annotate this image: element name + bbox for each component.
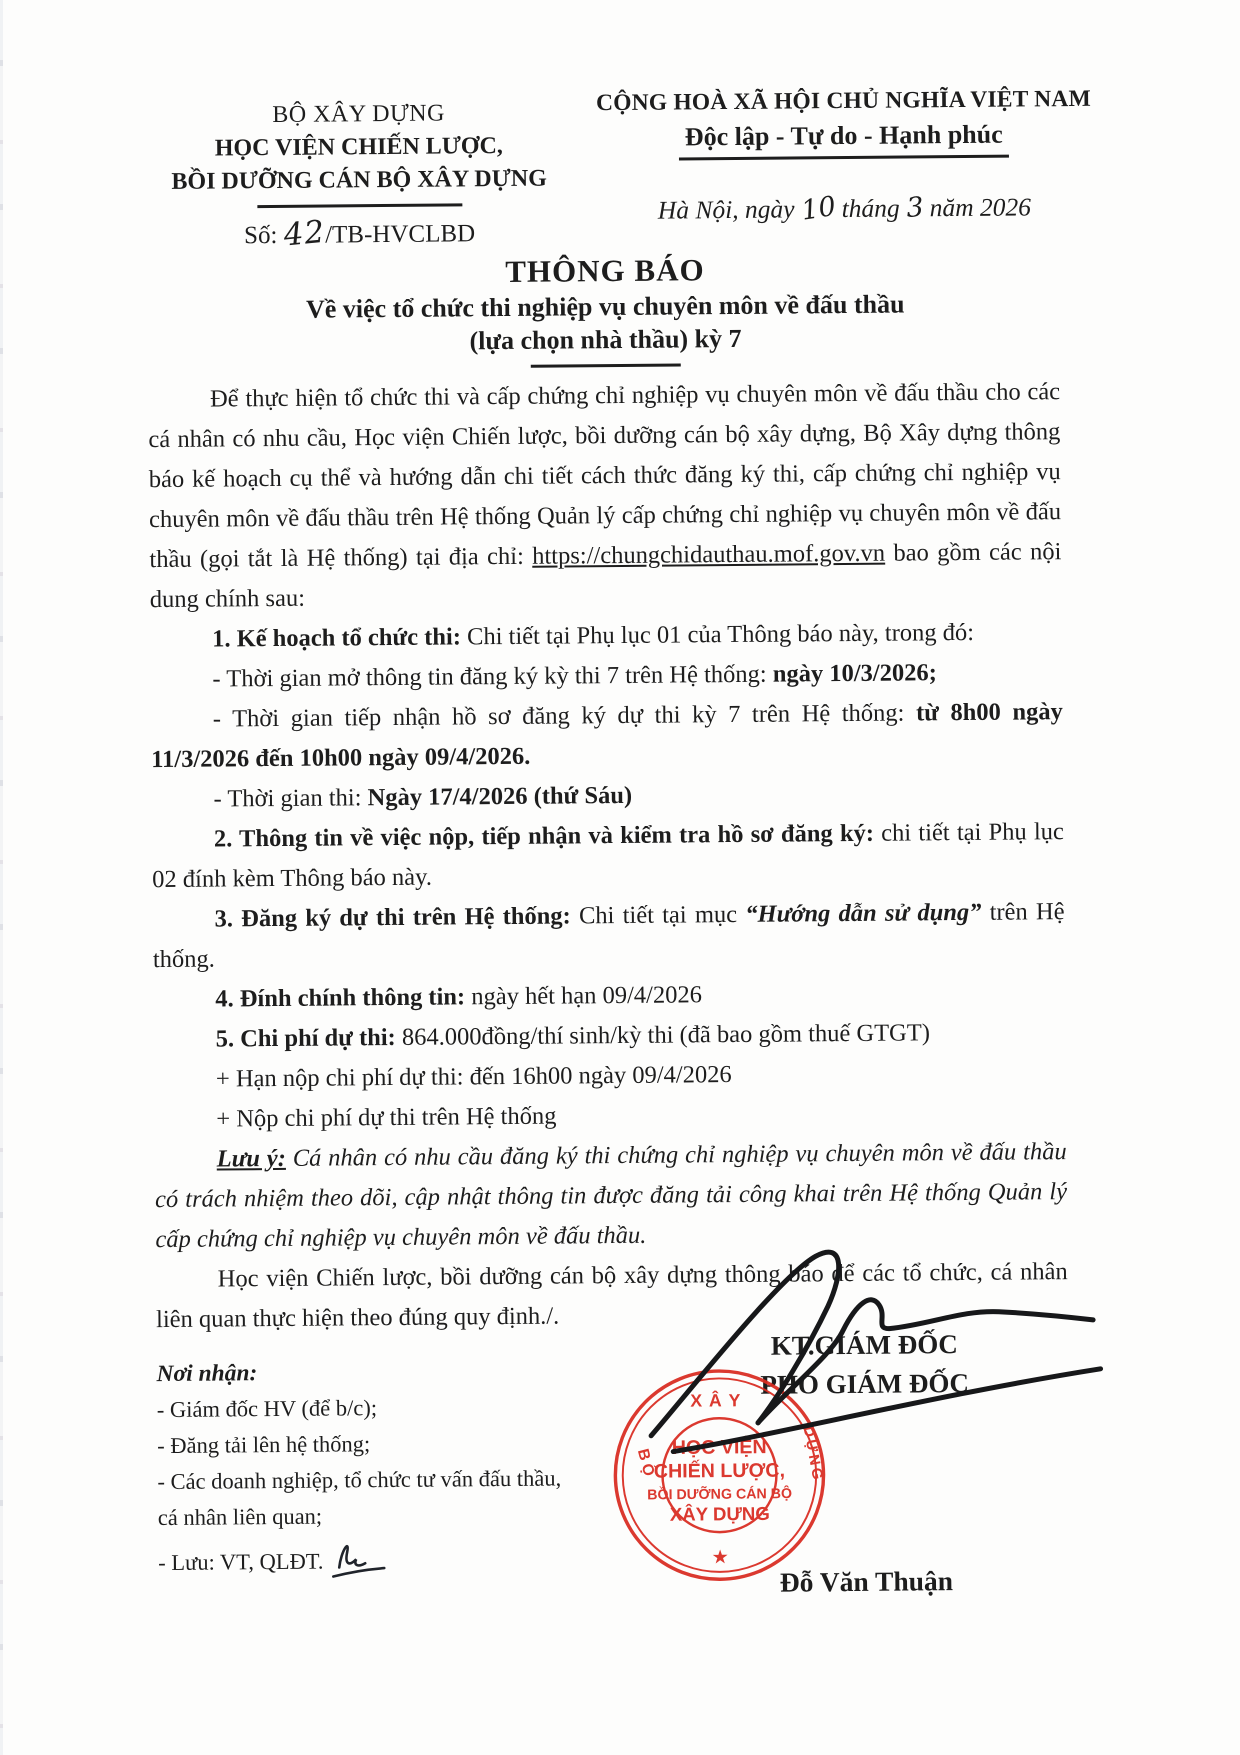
section-4-text: ngày hết hạn 09/4/2026 [465,981,703,1011]
system-url-text: https://chungchidauthau.mof.gov.vn [532,539,886,570]
doc-number-suffix: /TB-HVCLBD [325,220,476,249]
section-5-heading: 5. Chi phí dự thi: [215,1023,396,1053]
signature-stroke-main [650,1252,841,1436]
section-4-heading: 4. Đính chính thông tin: [215,983,466,1013]
date-suffix: năm 2026 [929,192,1032,223]
section-5 [153,1012,1065,1060]
signer-name: Đỗ Văn Thuận [779,1565,954,1598]
section-3 [152,892,1065,980]
intro-text-2: bao gồm các nội dung chính sau: [149,538,1062,614]
section-3-quoted-menu: “Hướng dẫn sử dụng” [745,898,982,928]
body-text [148,372,1068,1340]
national-title: CỘNG HOÀ XÃ HỘI CHỦ NGHĨA VIỆT NAM [595,85,1092,117]
stamp-center-line4: XÂY DỰNG [669,1502,770,1525]
org-underline [257,203,462,208]
section-3-text-2: trên Hệ thống. [152,898,1065,974]
recipient-item-archive: - Lưu: VT, QLĐT. [158,1548,324,1576]
section-3-text-1: Chi tiết tại mục [570,900,746,930]
fee-payment-line: + Nộp chi phí dự thi trên Hệ thống [216,1102,557,1133]
handwritten-initial [329,1534,387,1581]
signature [629,1232,1113,1468]
bullet-open-time-date: ngày 10/3/2026; [772,659,937,688]
signature-stroke-mid [757,1298,1094,1423]
title-underline [531,363,681,367]
note-text: Cá nhân có nhu cầu đăng ký thi chứng chỉ nghiệp vụ chuyên môn về đấu thầu có trách nhiệm theo dõi, cập nhật thông tin được đăng tải công khai trên Hệ thống Quản lý cấp chứng chỉ nghiệp vụ chuyên môn về đấu thầu. [154,1138,1068,1254]
date-mid: tháng [841,193,900,224]
bullet-receive-time-range: từ 8h00 ngày 11/3/2026 đến 10h00 ngày 09/4/2026. [151,698,1063,774]
recipient-item [158,1532,618,1582]
bullet-receive-time [151,692,1064,780]
section-2 [152,812,1065,900]
date-day-handwritten: 10 [798,190,838,227]
stamp-left-text: BỘ [633,1447,659,1482]
org-name-line2: BỒI DƯỠNG CÁN BỘ XÂY DỰNG [171,165,547,195]
recipients-label: Nơi nhận: [156,1360,258,1388]
document-number [134,212,584,252]
signer-title-1: KT.GIÁM ĐỐC [770,1329,958,1361]
date-month-handwritten: 3 [904,191,925,225]
stamp-right-text: DỰNG [799,1425,826,1484]
bullet-exam-time-text: - Thời gian thi: [213,784,368,813]
bullet-receive-time-text: - Thời gian tiếp nhận hồ sơ đăng ký dự thi kỳ 7 trên Hệ thống: [212,699,917,733]
intro-text-1: Để thực hiện tổ chức thi và cấp chứng chỉ nghiệp vụ chuyên môn về đấu thầu cho các cá nhân có nhu cầu, Học viện Chiến lược, bồi dưỡng cán bộ xây dựng, Bộ Xây dựng thông báo kế hoạch cụ thể và hướng dẫn chi tiết cách thức đăng ký thi, cấp chứng chỉ nghiệp vụ chuyên môn về đấu thầu trên Hệ thống Quản lý cấp chứng chỉ nghiệp vụ chuyên môn về đấu thầu (gọi tắt là Hệ thống) tại địa chỉ: [148,378,1062,574]
recipient-item: - Các doanh nghiệp, tổ chức tư vấn đấu thầu, [157,1465,562,1495]
title-block [5,248,1206,372]
section-2-text: chi tiết tại Phụ lục 02 đính kèm Thông báo này. [152,818,1064,894]
note-label: Lưu ý: [216,1144,286,1173]
fee-deadline-line: + Hạn nộp chi phí dự thi: đến 16h00 ngày 09/4/2026 [215,1061,732,1093]
stamp-arc-top-text: XÂY [690,1390,748,1411]
recipients-block [156,1352,618,1582]
doc-subtitle-1: Về việc tổ chức thi nghiệp vụ chuyên môn về đấu thầu [305,289,905,324]
paragraph-intro [148,372,1062,620]
stamp-center-line2: CHIẾN LƯỢC, [653,1459,786,1483]
section-1-heading: 1. Kế hoạch tổ chức thi: [212,623,462,653]
section-2-heading: 2. Thông tin về việc nộp, tiếp nhận và kiểm tra hồ sơ đăng ký: [213,819,875,853]
section-3-heading: 3. Đăng ký dự thi trên Hệ thống: [214,902,571,933]
org-name-line1: HỌC VIỆN CHIẾN LƯỢC, [214,132,503,162]
section-5-text: 864.000đồng/thí sinh/kỳ thi (đã bao gồm thuế GTGT) [395,1019,931,1051]
stamp-star-icon: ★ [712,1547,728,1567]
doc-title: THÔNG BÁO [505,252,705,289]
doc-subtitle-2: (lựa chọn nhà thầu) kỳ 7 [469,323,742,356]
doc-number-handwritten: 42 [282,213,327,254]
doc-number-label: Số: [243,221,278,250]
section-1-text: Chi tiết tại Phụ lục 01 của Thông báo này, trong đó: [460,618,975,651]
recipient-item: - Đăng tải lên hệ thống; [157,1431,371,1459]
bullet-open-time-text: - Thời gian mở thông tin đăng ký kỳ thi 7 trên Hệ thống: [212,660,773,693]
recipient-item: cá nhân liên quan; [157,1503,323,1531]
recipient-item: - Giám đốc HV (để b/c); [156,1395,378,1423]
issuing-org-block [133,96,584,209]
date-prefix: Hà Nội, ngày [657,194,795,225]
national-motto: Độc lập - Tự do - Hạnh phúc [679,120,1009,161]
parent-org-name: BỘ XÂY DỰNG [272,100,445,129]
bullet-exam-time-date: Ngày 17/4/2026 (thứ Sáu) [367,781,633,812]
stamp-center-line3: BỒI DƯỠNG CÁN BỘ [647,1486,793,1504]
signature-stroke-underline [673,1369,1102,1452]
national-header-block [553,85,1134,161]
closing-paragraph: Học viện Chiến lược, bồi dưỡng cán bộ xây dựng thông báo để các tổ chức, cá nhân liên quan thực hiện theo đúng quy định./. [155,1258,1068,1334]
signer-title-2: PHÓ GIÁM ĐỐC [760,1367,970,1400]
stamp-center-line1: HỌC VIỆN [671,1436,767,1459]
place-date-line [554,190,1134,226]
